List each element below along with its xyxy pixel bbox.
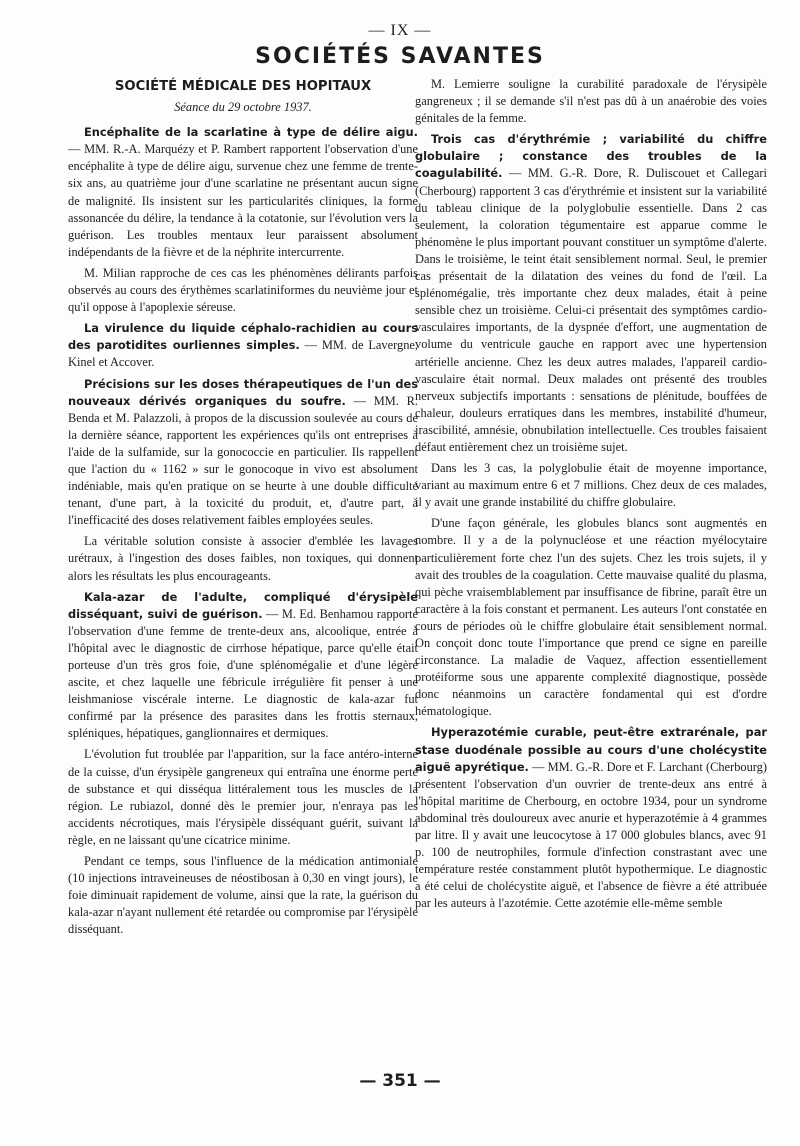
section-banner: SOCIÉTÉS SAVANTES (255, 44, 545, 69)
article-encephalite (68, 124, 418, 261)
paragraph: Pendant ce temps, sous l'influence de la médication antimoniale (10 injections intraveineuses de néostibosan à 0,30 en vingt jours), le foie diminuait rapidement de volume, ainsi que la rate, la guérison du kala-azar n'ayant nullement été retardée ou compromise par l'érysipèle disséquant. (68, 854, 418, 937)
article-text: — MM. de Lavergne, Kinel et Accover. (68, 338, 418, 370)
article-text: — MM. R. Benda et M. Palazzoli, à propos de la discussion soulevée au cours de la dernière séance, rapportent les expériences qu'ils ont entreprises à l'aide de la sulfamide, sur la gonococcie en particulier. Ils rappellent que l'action du « 1162 » sur le gonocoque in vivo est absolument indéniable, mais qu'en pratique on se heurte à une double difficulté tenant, d'une part, à la toxicité du produit, et, d'autre part, à l'inefficacité des doses relativement faibles employées seules. (68, 393, 418, 528)
session-date: Séance du 29 octobre 1937. (174, 100, 312, 115)
article-text: — M. Ed. Benhamou rapporte l'observation d'une femme de trente-deux ans, alcoolique, entrée à l'hôpital avec le diagnostic de cirrhose hépatique, parce qu'elle était porteuse d'un très gros foie, d'une splénomégalie et d'une légère ascite, et chez laquelle une fébricule irrégulière fit penser à une leishmaniose viscérale interne. Le diagnostic de kala-azar fut confirmé par la présence des parasites dans les frottis sternaux, spléniques, hépatiques, ganglionnaires et dermiques. (68, 606, 419, 741)
society-title: SOCIÉTÉ MÉDICALE DES HOPITAUX (114, 79, 372, 94)
right-column (415, 76, 767, 913)
page-number: — 351 — (359, 1071, 441, 1091)
article-text: — MM. G.-R. Dore, R. Duliscouet et Callegari (Cherbourg) rapportent 3 cas d'érythrémie et insistent sur la variabilité du tableau clinique de la polyglobulie essentielle. Dans 2 cas seulement, la coloration tégumentaire est apparue comme le phénomène le plus important pouvant constituer un symptôme d'alerte. Dans le troisième, le teint était sensiblement normal. Seul, le premier cas présentait de la dilatation des veines du fond de l'œil. La splénomégalie, très importante chez deux malades, était à peine sensible chez un troisième. Celui-ci présentait des symptômes cardio-vasculaires importants, de la dyspnée d'effort, une augmentation de volume du ventricule gauche en rapport avec une hypertension artérielle ancienne. Chez les deux autres malades, l'appareil cardio-vasculaire était normal. Deux malades ont présenté des troubles nerveux subjectifs importants : sensations de plénitude, bouffées de chaleur, douleurs erratiques dans les membres, instabilité d'humeur, irascibilité, amnésie, obnubilation intellectuelle. Ces troubles faisaient défaut entièrement chez un troisième sujet. (415, 166, 767, 454)
article-erythremie (415, 131, 767, 456)
paragraph: L'évolution fut troublée par l'apparition, sur la face antéro-interne de la cuisse, d'un érysipèle gangreneux qui entraîna une énorme perte de substance et qui disséqua littéralement tous les muscles de la région. Le rubiazol, donné dès le premier jour, n'enraya pas les accidents nécrotiques, mais l'érysipèle disséquant guérit, suivant la règle, en ne laissant qu'une cicatrice minime. (68, 747, 418, 847)
article-text: — MM. R.-A. Marquézy et P. Rambert rapportent l'observation d'une encéphalite à type de délire aigu, survenue chez une femme de trente-six ans, au quatrième jour d'une scarlatine ne présentant aucun signe de malignité. Ils insistent sur les particularités cliniques, la forme assonancée du délire, la tendance à la cotatonie, sur l'évolution vers la guérison. Les troubles mentaux leur paraissent absolument indépendants de la fièvre et de la néphrite intercurrente. (68, 142, 418, 259)
paragraph: La véritable solution consiste à associer d'emblée les lavages urétraux, à l'ingestion des doses faibles, non toxiques, qui donnent alors les résultats les plus encourageants. (68, 534, 418, 583)
left-column (68, 78, 418, 939)
article-precisions (68, 376, 418, 530)
article-heading: Encéphalite de la scarlatine à type de délire aigu. (84, 125, 418, 140)
paragraph: M. Milian rapproche de ces cas les phénomènes délirants parfois observés au cours des érythèmes scarlatiniformes du neuvième jour et qu'il oppose à l'apoplexie séreuse. (68, 265, 418, 315)
article-heading: Hyperazotémie curable, peut-être extrarénale, par stase duodénale possible au cours d'une cholécystite aiguë apyrétique. (415, 725, 767, 774)
article-virulence (68, 320, 418, 371)
article-hyperazotemie (415, 724, 767, 912)
paragraph: D'une façon générale, les globules blancs sont augmentés en nombre. Il y a de la polynucléose et une réaction myélocytaire particulièrement forte chez l'un des sujets. Chez les trois sujets, il y avait des troubles de la coagulation. Cette mauvaise qualité du plasma, qui pèche vraisemblablement par insuffisance de fibrine, paraît être un caractère à la fois constant et permanent. Les auteurs l'ont constatée en cours de périodes où le chiffre globulaire était sensiblement normal. On conçoit donc toute l'importance que prend ce signe en pareille circonstance. La maladie de Vaquez, affection essentiellement protéiforme sous une apparente complexité diagnostique, possède donc néanmoins un caractère fondamental qui est d'ordre hématologique. (415, 516, 767, 719)
paragraph: M. Lemierre souligne la curabilité paradoxale de l'érysipèle gangreneux ; il se demande s'il n'est pas dû à un anaérobie des voies génitales de la femme. (415, 77, 767, 126)
article-text: — MM. G.-R. Dore et F. Larchant (Cherbourg) présentent l'observation d'un ouvrier de trente-deux ans entré à l'hôpital maritime de Cherbourg, en octobre 1934, pour un syndrome abdominal très douloureux avec anurie et hyperazotémie à 4 grammes par litre. Il y avait une leucocytose à 17 000 globules blancs, avec 91 p. 100 de neutrophiles, formule d'infection constrastant avec une température restée constamment plutôt hypothermique. Le diagnostic a été celui de cholécystite aiguë, et l'absence de fièvre a été attribuée par les auteurs à l'azotémie. Cette azotémie elle-même semble (415, 759, 767, 911)
article-heading: Kala-azar de l'adulte, compliqué d'érysipèle disséquant, suivi de guérison. (68, 589, 418, 621)
article-heading: Précisions sur les doses thérapeutiques de l'un des nouveaux dérivés organiques du soufre. (68, 376, 418, 408)
article-kala-azar (68, 589, 418, 743)
article-heading: Trois cas d'érythrémie ; variabilité du chiffre globulaire ; constance des troubles de la coagulabilité. (415, 132, 767, 181)
roman-page-number: — IX — (368, 22, 432, 39)
article-heading: La virulence du liquide céphalo-rachidien au cours des parotidites ourliennes simples. (68, 321, 418, 353)
paragraph: Dans les 3 cas, la polyglobulie était de moyenne importance, variant au maximum entre 6 et 7 millions. Chez deux de ces malades, il y avait une grande instabilité du chiffre globulaire. (415, 461, 767, 510)
